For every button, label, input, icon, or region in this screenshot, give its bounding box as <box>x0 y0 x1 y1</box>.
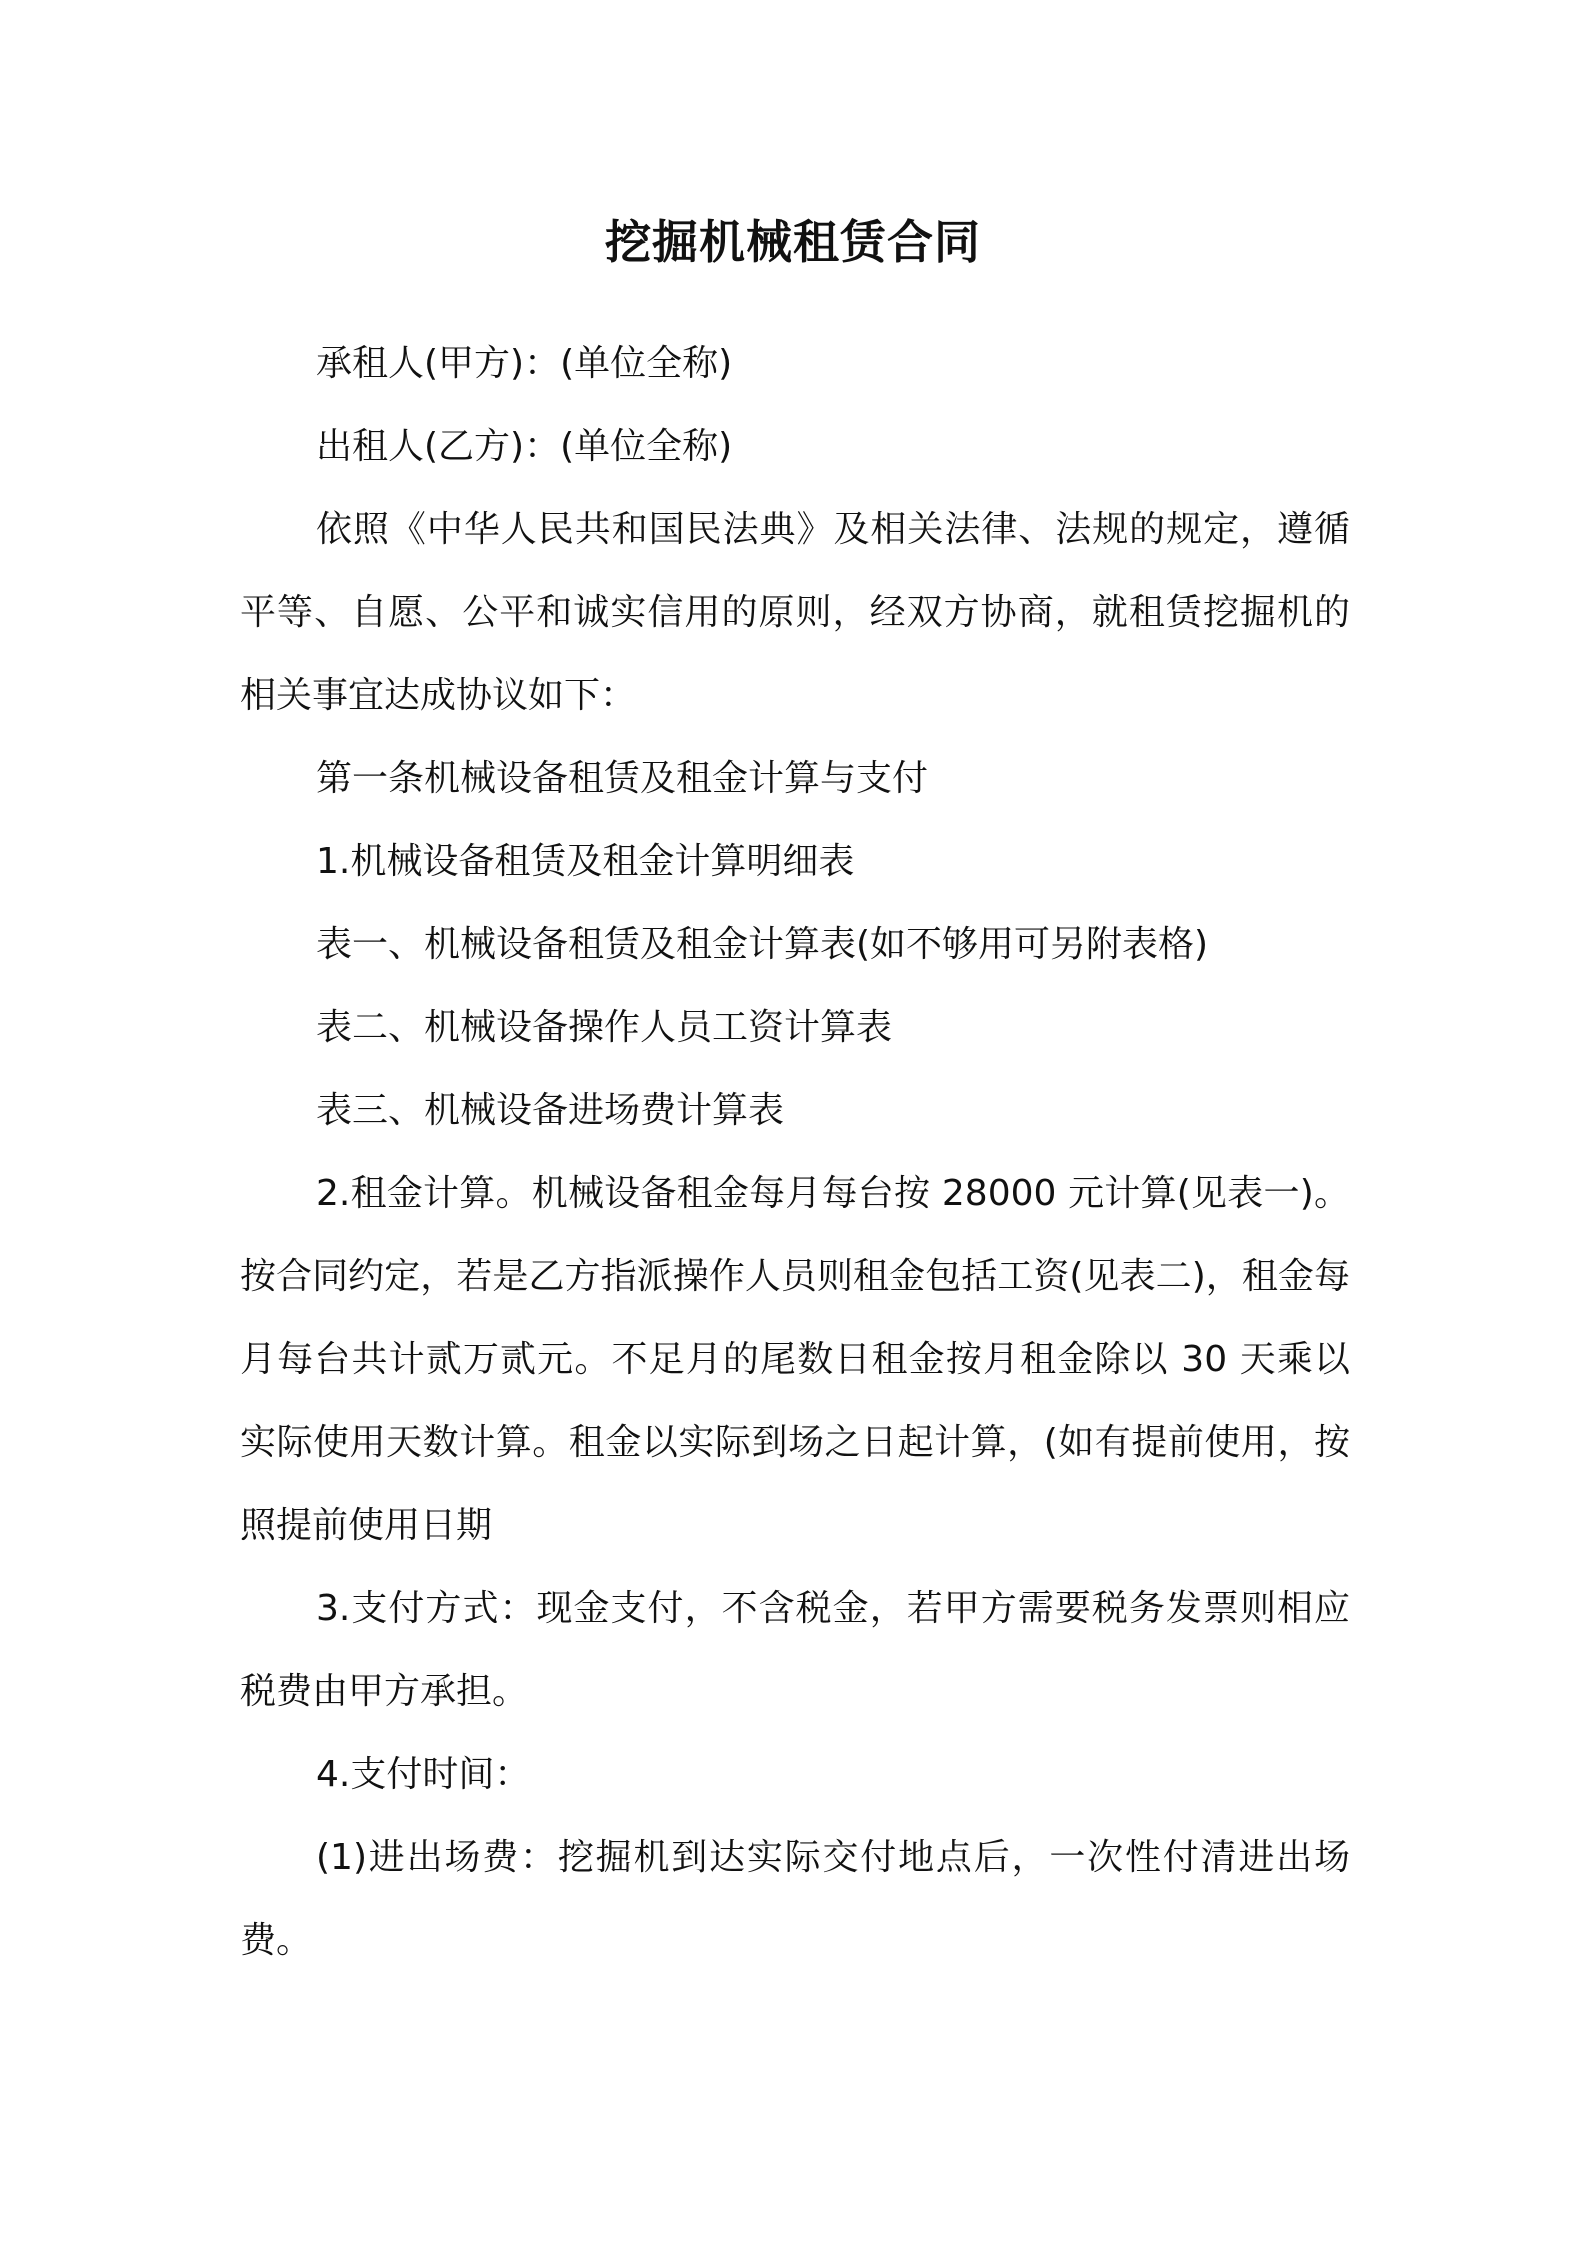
paragraph-lessor: 出租人(乙方)：(单位全称) <box>316 426 733 467</box>
clause-4-payment-time: 4.支付时间： <box>316 1754 531 1795</box>
document-body <box>240 322 1350 1982</box>
paragraph-preamble: 依照《中华人民共和国民法典》及相关法律、法规的规定，遵循平等、自愿、公平和诚实信用的原则，经双方协商，就租赁挖掘机的相关事宜达成协议如下： <box>240 509 1350 716</box>
table-one-item: 表一、机械设备租赁及租金计算表(如不够用可另附表格) <box>316 924 1209 965</box>
article-one-heading: 第一条机械设备租赁及租金计算与支付 <box>316 758 929 799</box>
table-two-item: 表二、机械设备操作人员工资计算表 <box>316 1007 893 1048</box>
clause-3-payment-method: 3.支付方式：现金支付，不含税金，若甲方需要税务发票则相应税费由甲方承担。 <box>240 1588 1350 1712</box>
clause-4-1-entry-exit-fee: (1)进出场费：挖掘机到达实际交付地点后，一次性付清进出场费。 <box>240 1837 1350 1961</box>
clause-1-detail-tables: 1.机械设备租赁及租金计算明细表 <box>316 841 855 882</box>
clause-2-rent-calculation: 2.租金计算。机械设备租金每月每台按 28000 元计算(见表一)。按合同约定，若是乙方指派操作人员则租金包括工资(见表二)，租金每月每台共计贰万贰元。不足月的尾数日租金按月租金除以 30 天乘以实际使用天数计算。租金以实际到场之日起计算，(如有提前使用，按照提前使用日期 <box>240 1173 1350 1546</box>
paragraph-lessee: 承租人(甲方)：(单位全称) <box>316 343 733 384</box>
table-three-item: 表三、机械设备进场费计算表 <box>316 1090 785 1131</box>
document-title: 挖掘机械租赁合同 <box>605 215 981 269</box>
